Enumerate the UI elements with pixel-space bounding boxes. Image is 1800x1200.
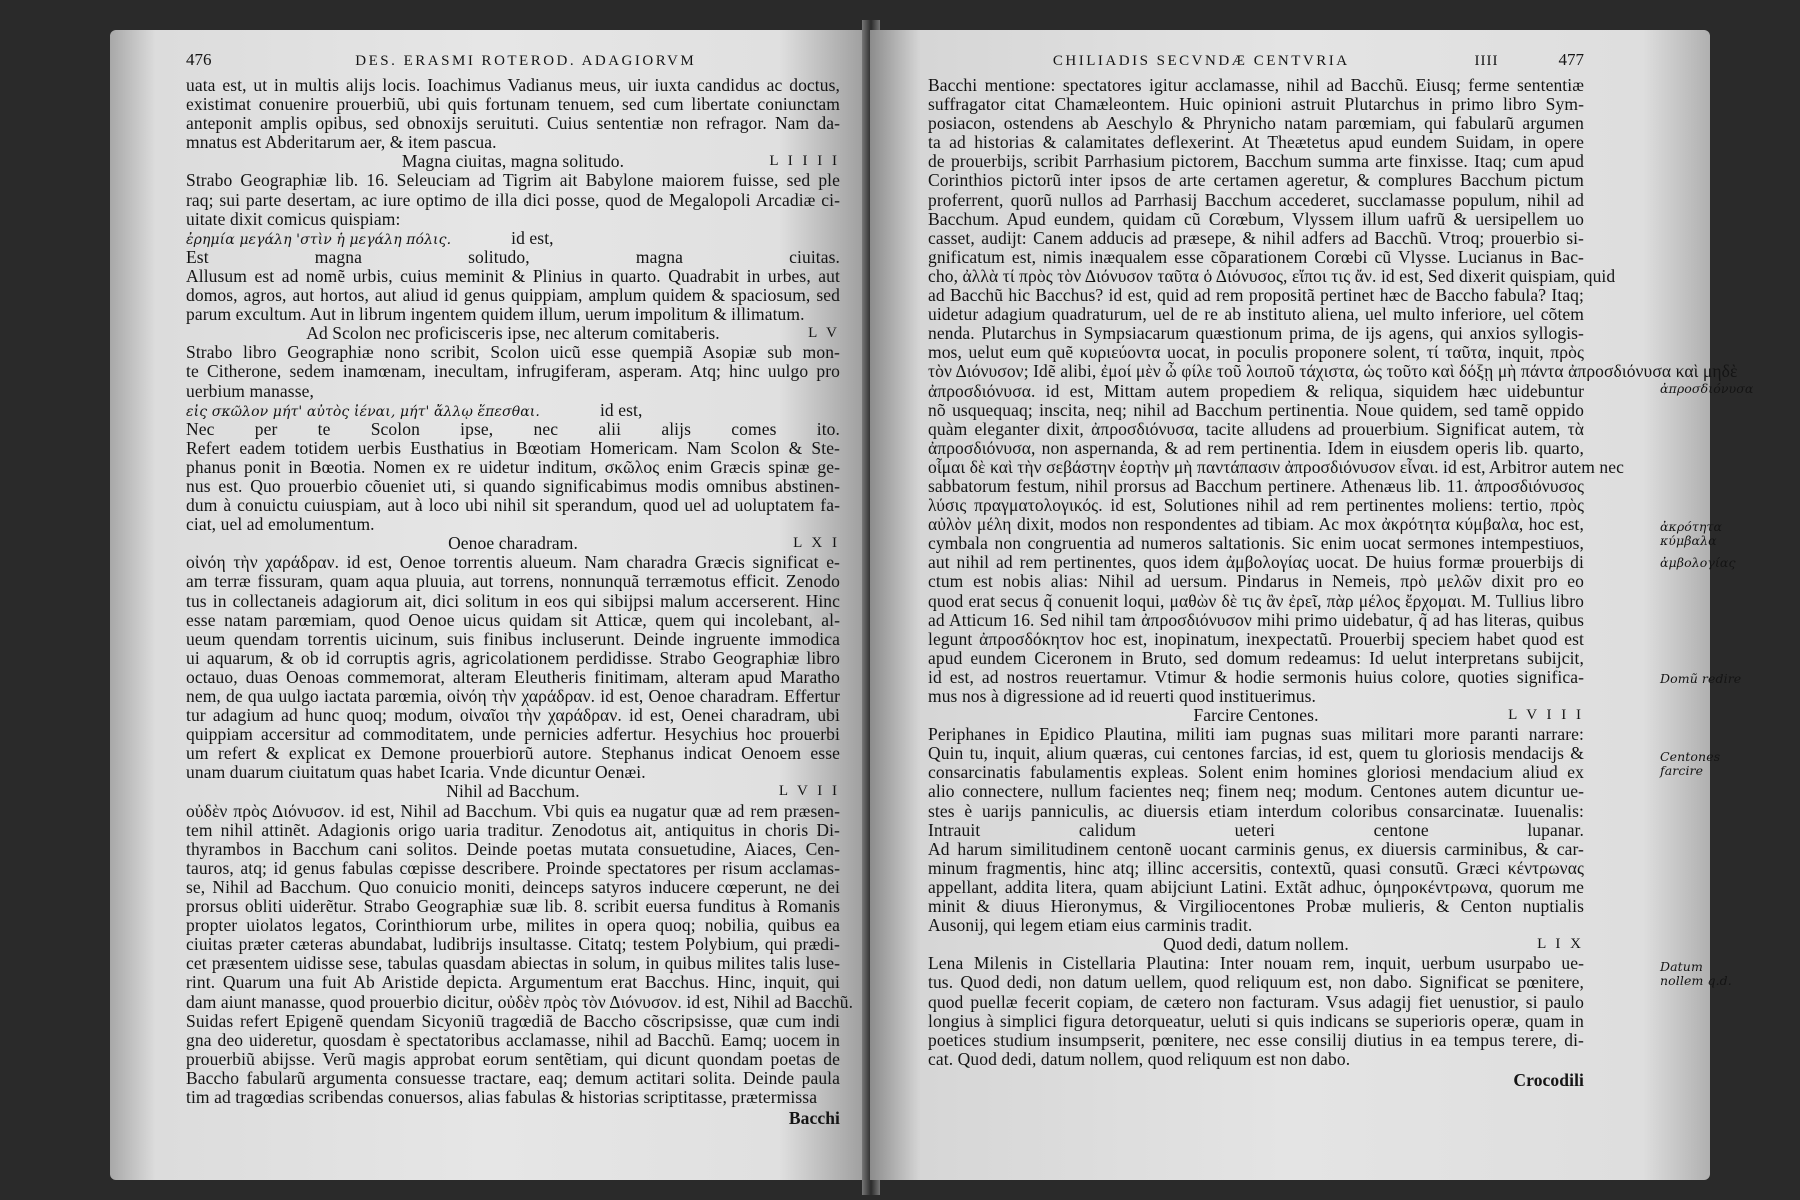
- text-line: Strabo libro Geographiæ nono scribit, Scolon uicũ esse quempiã Asopiæ sub mon-: [186, 342, 840, 363]
- text-line: te Citherone, sedem inamœnam, inecultam, infrugiferam, asperam. Atq; hinc uulgo pro: [186, 361, 840, 382]
- right-century-number: IIII: [1474, 53, 1499, 69]
- text-line: uata est, ut in multis alijs locis. Ioachimus Vadianus meus, uir iuxta candidus ac doctus,: [186, 75, 840, 95]
- text-line: Bacchi mentione: spectatores igitur acclamasse, nihil ad Bacchũ. Eiusq; ferme sententiæ: [928, 75, 1584, 95]
- text-line: esse natam parœmiam, quod Oenoe uicus quidam sit Atticæ, quem qui incolebant, al-: [186, 609, 840, 630]
- left-page-body: [186, 75, 854, 1107]
- adage-title: Farcire Centones.: [1193, 705, 1319, 726]
- text-line: minum fragmentis, hinc atq; illinc accersitis, contextũ, quasi consutũ. Græci κέντρωνας: [928, 857, 1584, 878]
- text-line: ad Bacchũ hic Bacchus? id est, quid ad rem propositã pertinet hæc de Baccho fabula? Itaq;: [928, 285, 1584, 306]
- right-catchword: Crocodili: [1513, 1069, 1584, 1090]
- text-line: αὐλὸν μέλη dixit, modos non respondentes ad tibiam. Ac mox ἀκρότητα κύμβαλα, hoc est,: [928, 514, 1584, 535]
- text-line: οἷμαι δὲ καὶ τὴν σεβάστην ἑορτὴν μὴ παντάπασιν ἀπροσδιόνυσον εἶναι. id est, Arbitror autem nec: [928, 456, 1624, 477]
- text-line: minit & diuus Hieronymus, & Virgiliocentones Probæ mulieris, & Centon nuptialis: [928, 896, 1584, 917]
- text-line: consarcinatis fabulamentis expleas. Solent enim homines gloriosi mendacium aliud ex: [928, 762, 1584, 783]
- right-page-content: [928, 50, 1754, 1090]
- greek-quotation: [186, 229, 840, 248]
- text-line: posiacon, ostendens ab Aeschylo & Phrynicho natam parœmiam, qui fabularũ argumen: [928, 113, 1584, 134]
- id-est-label: id est,: [511, 227, 554, 248]
- text-line: tus. Quod dedi, non datum uellem, quod reliquum est, non dabo. Significat se pœnitere,: [928, 972, 1584, 993]
- text-line: quippiam accersitur ad commoditatem, unde pernicies adfertur. Hesychius hoc prouerbi: [186, 724, 840, 745]
- text-line: nenda. Plutarchus in Sympsiacarum quæstionum prima, de ijs agens, qui anxios syllogis-: [928, 323, 1584, 344]
- left-page: [110, 30, 870, 1180]
- text-line: Refert eadem totidem uerbis Eusthatius in Bœotiam Homericam. Nam Scolon & Ste-: [186, 437, 840, 458]
- greek-quotation: [186, 401, 840, 420]
- text-line: quàm eleganter dixit, ἀπροσδιόνυσα, tacite alludens ad prouerbium. Significat autem, τὰ: [928, 418, 1584, 439]
- adage-title: Quod dedi, datum nollem.: [1163, 934, 1349, 955]
- greek-text: ἐρημία μεγάλη 'στὶν ἡ μεγάλη πόλις.: [186, 231, 452, 248]
- text-line: am terræ fissuram, quam aqua pluuia, aut torrens, nonnunquã terræmotus efficit. Zenodo: [186, 571, 840, 592]
- text-line: rint. Quarum una fuit Ab Aristide depicta. Argumentum erat Bacchus. Hinc, inquit, qui: [186, 972, 840, 993]
- text-line: ἀπροσδιόνυσα, non aspernanda, & ad rem pertinentia. Idem in eiusdem operis lib. quarto,: [928, 437, 1584, 458]
- text-line: gna deo uideretur, quosdam è spectatoribus acclamasse, nihil ad Bacchũ. Eamq; uocem in: [186, 1029, 840, 1050]
- text-line: tur adagium ad hunc quoq; modum, οἰναῖοι τὴν χαράδραν. id est, Oenei charadram, ubi: [186, 705, 840, 726]
- adage-title: Oenoe charadram.: [448, 533, 578, 554]
- text-line: anteponit amplis opibus, sed obnoxijs seruituti. Cuius sententiæ non refragor. Nam da-: [186, 113, 840, 134]
- text-line: appellant, addita litera, quam abijciunt Latini. Extãt adhuc, ὁμηροκέντρωνα, quorum me: [928, 876, 1584, 897]
- text-line: ad Atticum 16. Sed nihil tam ἀπροσδιόνυσον mihi primo uidebatur, q̃ ad has literas, quibus: [928, 609, 1584, 630]
- text-line: Intrauit calidum ueteri centone lupanar.: [928, 819, 1584, 840]
- adage-title: Nihil ad Bacchum.: [446, 781, 580, 802]
- right-page: [870, 30, 1754, 1180]
- text-line: dam aiunt manasse, quod prouerbio dicitur, οὐδὲν πρὸς τὸν Διόνυσον. id est, Nihil ad Bacchũ.: [186, 991, 854, 1012]
- adage-number: L I I I I: [769, 153, 840, 170]
- adage-heading: [928, 935, 1584, 954]
- text-line: phanus ponit in Bœotia. Nomen ex re uidetur inditum, σκῶλος enim Græcis spinæ ge-: [186, 456, 840, 477]
- text-line: Ad harum similitudinem centonẽ uocant carminis genus, ex diuersis carminibus, & car-: [928, 838, 1584, 859]
- text-line: ctum est nobis alias: Nihil ad uersum. Pindarus in Nemeis, πρὸ μελῶν dixit pro eo: [928, 571, 1584, 592]
- adage-number: L V: [808, 325, 840, 342]
- text-line: mnatus est Abderitarum aer, & item pascua.: [186, 132, 497, 153]
- text-line: suffragator citat Chamæleontem. Huic opinioni astruit Plutarchus in primo libro Sym-: [928, 94, 1584, 115]
- right-page-number: 477: [1558, 50, 1584, 69]
- text-line: uerbium manasse,: [186, 380, 314, 401]
- text-line: nem, de qua uulgo iactata parœmia, οἰνόη τὴν χαράδραν. id est, Oenoe charadram. Effertur: [186, 686, 840, 706]
- text-line: ἀπροσδιόνυσα. id est, Mittam autem propediem & reliqua, siquidem hæc uidebuntur: [928, 380, 1584, 401]
- text-line: prouerbiũ abijsse. Verũ magis approbat eorum sentẽtiam, qui dicunt quondam poetas de: [186, 1048, 840, 1069]
- adage-title: Magna ciuitas, magna solitudo.: [401, 151, 625, 172]
- text-line: Nec per te Scolon ipse, nec alii alijs comes ito.: [186, 418, 840, 439]
- text-line: cet præsentem uidisse sese, tabulas quasdam abiectas in solum, in quibus milites talis luse-: [186, 953, 840, 974]
- text-line: Est magna solitudo, magna ciuitas.: [186, 246, 840, 267]
- id-est-label: id est,: [599, 399, 643, 420]
- adage-heading: [186, 324, 840, 343]
- text-line: longius à simplici figura detorqueatur, ueluti si quis indicans se superioris operæ, quam in: [928, 1010, 1584, 1031]
- text-line: λύσις πραγματολογικός. id est, Solutiones nihil ad rem pertinentes moliens: tertio, πρὸς: [928, 495, 1584, 516]
- text-line: mus nos à digressione ad id reuerti quod instituerimus.: [928, 686, 1317, 706]
- text-line: cho, ἀλλὰ τί πρὸς τὸν Διόνυσον ταῦτα ὁ Διόνυσος, εἴποι τις ἄν. id est, Sed dixerit quispiam, quid: [928, 265, 1616, 286]
- text-line: stes è uarijs panniculis, ac diuersis etiam interdum coloribus consarcinatæ. Iuuenalis:: [928, 800, 1584, 821]
- text-line: ciuitas præter cæteras abundabat, ludibrijs insultasse. Citatq; testem Polybium, qui prædi-: [186, 934, 840, 955]
- adage-number: L V I I I: [1508, 707, 1584, 724]
- right-running-head: [928, 50, 1584, 70]
- left-running-title: DES. ERASMI ROTEROD. ADAGIORVM: [355, 53, 697, 69]
- text-line: ciat, uel ad emolumentum.: [186, 514, 375, 535]
- text-line: existimat conuenire prouerbiũ, ubi quis fortunam tenuem, sed cum libertate coniunctam: [186, 94, 840, 115]
- text-line: propter uiolatos legatos, Corinthiorum urbe, milites in opera quoq; nobilia, quibus ea: [186, 915, 840, 936]
- text-line: se, Nihil ad Bacchum. Quo conuicio moniti, deinceps satyros inducere cœperunt, ne dei: [186, 876, 840, 897]
- text-line: Quin tu, inquit, alium quæras, cui centones farcias, id est, quem tu gloriosis mendacijs &: [928, 743, 1584, 764]
- left-page-number: 476: [186, 50, 212, 69]
- text-line: Strabo Geographiæ lib. 16. Seleuciam ad Tigrim ait Babylone maiorem fuisse, sed ple: [186, 170, 840, 191]
- greek-text: εἰς σκῶλον μήτ' αὐτὸς ἰέναι, μήτ' ἄλλῳ ἕπεσθαι.: [186, 403, 540, 420]
- text-line: uidetur adagium quadraturum, uel de re ab instituto aliena, uel multo inferiore, uel cõtem: [928, 304, 1584, 325]
- adage-number: L X I: [793, 535, 840, 552]
- text-line: tus in collectaneis adagiorum ait, dici solitum in eos qui sibijpsi malum accerserent. Hinc: [186, 590, 840, 611]
- text-line: sabbatorum festum, nihil prorsus ad Bacchum pertinere. Athenæus lib. 11. ἀπροσδιόνυσος: [928, 475, 1584, 496]
- text-line: nus est. Quo prouerbio cõueniet uti, si quando significabimus modis omnibus abstinen-: [186, 475, 840, 496]
- margin-note: ἀπροσδιόνυσα: [1660, 381, 1754, 396]
- text-line: οὐδὲν πρὸς Διόνυσον. id est, Nihil ad Bacchum. Vbi quis ea nugatur quæ ad rem præsen-: [186, 800, 840, 821]
- text-line: ui aquarum, & ob id corruptis agris, agricolationem perdidisse. Strabo Geographiæ libro: [186, 647, 840, 668]
- text-line: thyrambos in Bacchum cani solitos. Deinde poetas mutata consuetudine, Aiaces, Cen-: [186, 838, 840, 859]
- text-line: domos, agros, aut hortos, aut aliud id genus quippiam, amplum quidem & spaciosum, sed: [186, 285, 840, 306]
- text-line: unam duarum ciuitatum quas habet Icaria. Vnde dicuntur Oenæi.: [186, 762, 646, 783]
- text-line: Bacchum. Apud eundem, quidam cũ Corœbum, Vlyssem illum uafrũ & uersipellem uo: [928, 208, 1584, 229]
- text-line: gnificatum est, nimis inæqualem esse cõparationem Corœbi cũ Vlysse. Lucianus in Bac-: [928, 246, 1584, 267]
- text-line: uitate dixit comicus quispiam:: [186, 208, 401, 229]
- text-line: Suidas refert Epigenẽ quendam Sicyoniũ tragœdiã de Baccho cõscripsisse, quæ cum indi: [186, 1010, 840, 1031]
- margin-note: ἀκρότητα κύμβαλα: [1660, 519, 1723, 548]
- text-line: mos, uelut eum quẽ κυριεύοντα uocat, in poculis proponere solent, τί ταῦτα, inquit, πρὸς: [928, 342, 1584, 363]
- margin-note: ἀμβολογίας: [1660, 555, 1736, 570]
- text-line: de prouerbijs, scribit Parrhasium pictorem, Bacchum summa arte finxisse. Itaq; cum apud: [928, 151, 1584, 172]
- text-line: apud eundem Ciceronem in Bruto, sed domum redeamus: Id uelut interpretans subijcit,: [928, 647, 1584, 668]
- text-line: tauros, atq; id genus fabulas cœpisse describere. Proinde spectatores per risum acclamas-: [186, 857, 840, 878]
- text-line: casset, audijt: Canem adducis ad præsepe, & nihil adfers ad Bacchũ. Vtroq; prouerbio si-: [928, 227, 1584, 248]
- text-line: tim ad tragœdias scribendas conuersos, alias fabulas & historias scriptitasse, prætermissa: [186, 1086, 818, 1107]
- text-line: dum à conuictu cuiuspiam, aut à loco ubi nihil sit sperandum, quod uel ad uoluptatem fa-: [186, 495, 840, 516]
- text-line: Corinthios pictorũ inter ipsos de arte certamen ageretur, & complures Bacchum pictum: [928, 170, 1584, 191]
- adage-heading: [186, 152, 840, 171]
- text-line: cat. Quod dedi, datum nollem, quod reliquum est non dabo.: [928, 1048, 1351, 1069]
- text-line: alio connectere, nullum facientes neq; finem neq; modum. Centones autem dicuntur ue-: [928, 781, 1584, 802]
- adage-heading: [186, 782, 840, 801]
- adage-title: Ad Scolon nec proficisceris ipse, nec alterum comitaberis.: [306, 323, 720, 344]
- text-line: nõ usquequaq; inscita, neq; nihil ad Bacchum pertinentia. Noue quidem, sed tamẽ oppido: [928, 399, 1584, 420]
- text-line: ueum quendam torrentis uicinum, suis finibus incluserunt. Deinde ingruente immodica: [186, 628, 840, 649]
- text-line: Ausonij, qui legem etiam eius carminis tradit.: [928, 915, 1253, 936]
- text-line: Baccho fabularũ argumenta consuesse tractare, eaq; demum actitari solita. Deinde paula: [186, 1067, 840, 1088]
- left-running-head: [186, 50, 840, 70]
- text-line: id est, ad nostros reuertamur. Vtimur & hodie sermonis huius colore, quoties significa-: [928, 666, 1584, 687]
- text-line: poetices studium insumpserit, pœnitere, nec esse consilij diutius in ea tempus terere, di-: [928, 1029, 1584, 1050]
- text-line: Allusum est ad nomẽ urbis, cuius meminit & Plinius in quarto. Quadrabit in urbes, aut: [186, 265, 840, 286]
- text-line: τὸν Διόνυσον; Idẽ alibi, ἐμοί μὲν ὦ φίλε τοῦ λοιποῦ τάχιστα, ὡς τοῦτο καὶ δόξῃ μὴ πάντα ἀπροσδιόνυσα καὶ μηδὲ: [928, 361, 1738, 382]
- adage-number: L I X: [1537, 936, 1584, 953]
- text-line: Lena Milenis in Cistellaria Plautina: Inter nouam rem, inquit, uerbum usurpabo ue-: [928, 953, 1584, 974]
- left-page-content: [186, 50, 854, 1129]
- left-catchword: Bacchi: [788, 1108, 840, 1129]
- margin-note: Datum nollem q.d.: [1660, 959, 1732, 988]
- text-line: octauo, duas Oenoas commemorat, alteram Eleutheris finitimam, alteram apud Maratho: [186, 666, 840, 687]
- adage-number: L V I I: [778, 783, 840, 800]
- text-line: tem nihil attinẽt. Adagionis origo uaria traditur. Zenodotus ait, antiquitus in choris Di-: [186, 819, 840, 840]
- text-line: aut nihil ad rem pertinentes, quos idem ἀμβολογίας uocat. De huius formæ prouerbijs di: [928, 552, 1584, 573]
- text-line: prorsus obliti uiderẽtur. Strabo Geographiæ suæ lib. 8. scribit euersa funditus à Romanis: [186, 896, 840, 917]
- text-line: quod puellæ fecerit copiam, de cætero non facturam. Vsus adagij fiet uenustior, si paulo: [928, 991, 1584, 1012]
- text-line: raq; sui parte desertam, ac iure optimo de illa dici posse, quod de Megalopoli Arcadiæ ci-: [186, 189, 840, 210]
- adage-heading: [186, 534, 840, 553]
- text-line: um refert & explicat ex Demone prouerbiorũ autore. Stephanus indicat Oenoem esse: [186, 743, 840, 764]
- text-line: parum excultum. Aut in librum ingentem quidem illum, uerum impolitum & illimatum.: [186, 304, 805, 325]
- right-running-title: CHILIADIS SECVNDÆ CENTVRIA: [1052, 53, 1350, 69]
- margin-note: Domũ redire: [1660, 671, 1742, 686]
- text-line: quod erat secus q̃ conuenit loqui, μαθὼν δὲ τις ἂν ἐρεῖ, πὰρ μέλος ἔρχομαι. M. Tullius libro: [928, 590, 1584, 611]
- margin-note: Centones farcire: [1660, 749, 1721, 778]
- text-line: proferrent, quorũ nullos ad Parrhasij Bacchum accederet, succlamasse populum, nihil ad: [928, 189, 1584, 210]
- text-line: οἰνόη τὴν χαράδραν. id est, Oenoe torrentis alueum. Nam charadra Græcis significat e-: [186, 552, 840, 573]
- adage-heading: [928, 706, 1584, 725]
- text-line: legunt ἀπροσδόκητον hoc est, inopinatum, inexpectatũ. Prouerbij speciem habet quod est: [928, 628, 1584, 649]
- text-line: cymbala non congruentia ad numeros saltationis. Sic enim uocat sermones intempestiuos,: [928, 533, 1584, 554]
- text-line: Periphanes in Epidico Plautina, militi iam pugnas suas militari more paranti narrare:: [928, 724, 1584, 745]
- text-line: ta ad historias & calamitates deflexerint. At Theætetus apud eundem Suidam, in opere: [928, 132, 1584, 153]
